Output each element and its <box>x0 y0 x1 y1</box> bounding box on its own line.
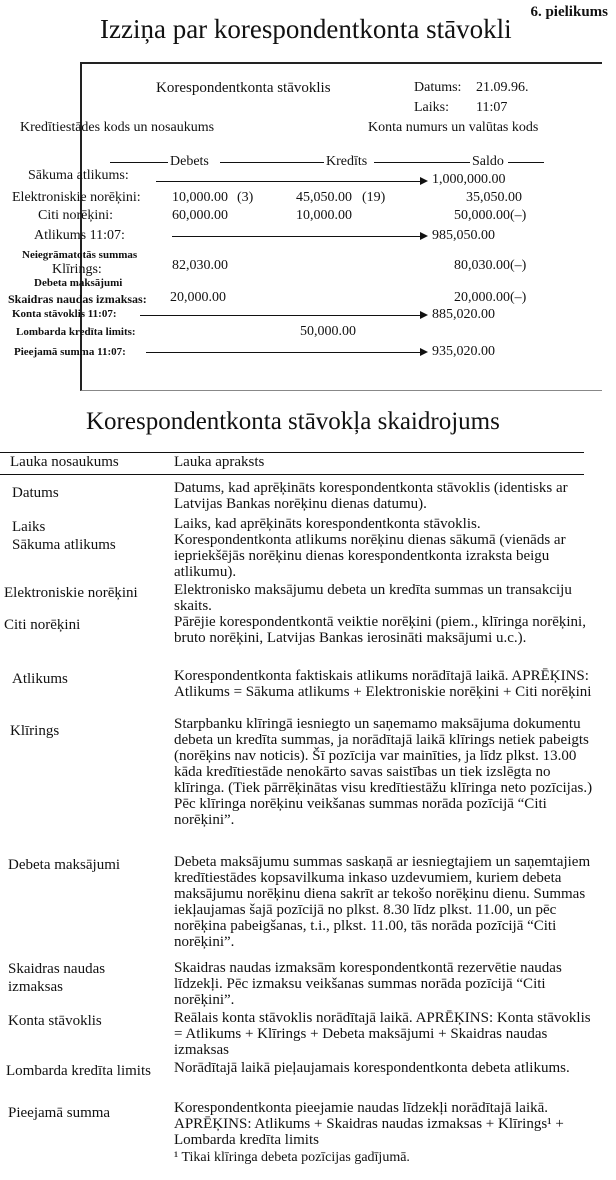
time-label: Laiks: <box>414 100 449 115</box>
statement-box <box>80 62 602 391</box>
row-electronic-debit: 10,000.00 <box>172 190 228 205</box>
col-field-name: Lauka nosaukums <box>10 454 119 470</box>
field-desc: Pārējie korespondentkontā veiktie norēķini (piem., klīringa norēķini, bruto norēķini, Latvijas Bankas ierosināti maksājumi u.c.). <box>174 614 586 646</box>
row-cash-debit: 20,000.00 <box>170 290 226 305</box>
date-value: 21.09.96. <box>476 80 529 95</box>
row-cash-label: Skaidras naudas izmaksas: <box>8 292 147 306</box>
field-desc: Debeta maksājumu summas saskaņā ar iesniegtajiem un saņemtajiem kredītiestādes kopsavilkuma inkaso uzdevumiem, kuriem debeta maksājumu norēķinu diena sakrīt ar tekošo norēķinu dienu. Summas iekļaujamas šajā pozīcijā no plkst. 8.30 līdz plkst. 11.00, un pēc norēķina pabeigšanas, t.i., plkst. 11.00, tās norāda pozīcijā “Citi norēķini”. <box>174 854 591 950</box>
field-name: Sākuma atlikums <box>12 537 116 553</box>
field-name: Lombarda kredīta limits <box>6 1063 151 1079</box>
row-clearing-balance: 80,030.00(–) <box>454 258 527 273</box>
col-balance: Saldo <box>472 154 504 169</box>
field-name: Pieejamā summa <box>8 1105 111 1121</box>
row-electronic-debit-count: (3) <box>237 190 254 205</box>
field-desc: Reālais konta stāvoklis norādītajā laikā. APRĒĶINS: Konta stāvoklis = Atlikums + Klīrings + Debeta maksājumi + Skaidras naudas izmaksas <box>174 1010 591 1058</box>
row-opening-label: Sākuma atlikums: <box>28 168 129 183</box>
row-other-label: Citi norēķini: <box>38 208 114 223</box>
row-available-balance: 935,020.00 <box>432 344 495 359</box>
row-available-label: Pieejamā summa 11:07: <box>14 346 126 358</box>
page-title: Izziņa par korespondentkonta stāvokli <box>100 14 512 44</box>
field-desc: Skaidras naudas izmaksām korespondentkontā rezervētie naudas līdzekļi. Pēc izmaksu veikšanas summas norāda pozīcijā “Citi norēķini”. <box>174 960 562 1008</box>
col-credit: Kredīts <box>326 154 368 169</box>
field-name: Atlikums <box>12 671 68 687</box>
col-debit: Debets <box>170 154 209 169</box>
row-electronic-credit: 45,050.00 <box>296 190 352 205</box>
row-account-state-balance: 885,020.00 <box>432 307 495 322</box>
row-debit-payments-label: Debeta maksājumi <box>34 277 123 289</box>
row-lombard-label: Lombarda kredīta limits: <box>16 326 136 338</box>
field-name: Citi norēķini <box>4 617 81 633</box>
appendix-label: 6. pielikums <box>530 4 608 20</box>
field-name: Konta stāvoklis <box>8 1013 102 1029</box>
date-label: Datums: <box>414 80 462 95</box>
statement-title: Korespondentkonta stāvoklis <box>156 80 331 96</box>
row-electronic-credit-count: (19) <box>362 190 386 205</box>
row-cash-balance: 20,000.00(–) <box>454 290 527 305</box>
row-electronic-balance: 35,050.00 <box>466 190 522 205</box>
row-electronic-label: Elektroniskie norēķini: <box>12 190 141 205</box>
row-clearing-debit: 82,030.00 <box>172 258 228 273</box>
field-name: Elektroniskie norēķini <box>4 585 138 601</box>
row-lombard-credit: 50,000.00 <box>300 324 356 339</box>
field-name: Datums <box>12 485 59 501</box>
field-desc: Norādītajā laikā pieļaujamais korespondentkonta debeta atlikums. <box>174 1060 570 1076</box>
row-clearing-label: Klīrings: <box>52 262 102 277</box>
col-field-desc: Lauka apraksts <box>174 454 265 470</box>
row-balance-at-label: Atlikums 11:07: <box>34 228 125 243</box>
time-value: 11:07 <box>476 100 508 115</box>
row-unposted-label: Neiegrāmatotās summas <box>22 249 138 261</box>
field-name: Skaidras naudas izmaksas <box>8 961 106 995</box>
field-desc: Korespondentkonta pieejamie naudas līdzekļi norādītajā laikā. APRĒĶINS: Atlikums + Skaidras naudas izmaksas + Klīrings¹ + Lombarda kredīta limits <box>174 1100 564 1148</box>
field-name: Laiks <box>12 519 46 535</box>
field-desc: Datums, kad aprēķināts korespondentkonta stāvoklis (identisks ar Latvijas Bankas norēķinu dienas datumu). <box>174 480 568 512</box>
field-desc: Elektronisko maksājumu debeta un kredīta summas un transakciju skaits. <box>174 582 572 614</box>
bank-code-label: Kredītiestādes kods un nosaukums <box>20 120 215 135</box>
field-desc: Korespondentkonta atlikums norēķinu dienas sākumā (vienāds ar iepriekšējās norēķinu dienas korespondentkonta izraksta beigu atlikumu). <box>174 532 566 580</box>
account-label: Konta numurs un valūtas kods <box>368 120 539 135</box>
field-desc: Korespondentkonta faktiskais atlikums norādītajā laikā. APRĒĶINS: Atlikums = Sākuma atlikums + Elektroniskie norēķini + Citi norēķini <box>174 668 592 700</box>
row-balance-at-balance: 985,050.00 <box>432 228 495 243</box>
row-opening-balance: 1,000,000.00 <box>432 172 506 187</box>
field-desc: Starpbanku klīringā iesniegto un saņemamo maksājuma dokumentu debeta un kredīta summas, ja norādītajā laikā klīrings netiek pabeigts (norēķins nav noticis). Šī pozīcija var mainīties, ja līdz plkst. 13.00 kāda kredītiestāde nenokārto savas saistības un tiek izslēgta no klīringa. (Tiek pārrēķinātas visu kredītiestāžu klīringa neto pozīcijas.) Pēc klīringa norēķinu veikšanas summas norāda pozīcijā “Citi norēķini”. <box>174 716 593 828</box>
field-name: Klīrings <box>10 723 60 739</box>
row-other-balance: 50,000.00(–) <box>454 208 527 223</box>
row-other-credit: 10,000.00 <box>296 208 352 223</box>
row-other-debit: 60,000.00 <box>172 208 228 223</box>
field-name: Debeta maksājumi <box>8 857 121 873</box>
field-desc: Laiks, kad aprēķināts korespondentkonta stāvoklis. <box>174 516 481 532</box>
row-account-state-label: Konta stāvoklis 11:07: <box>12 308 117 320</box>
explanation-title: Korespondentkonta stāvokļa skaidrojums <box>86 408 500 435</box>
footnote: ¹ Tikai klīringa debeta pozīcijas gadījumā. <box>174 1150 410 1165</box>
